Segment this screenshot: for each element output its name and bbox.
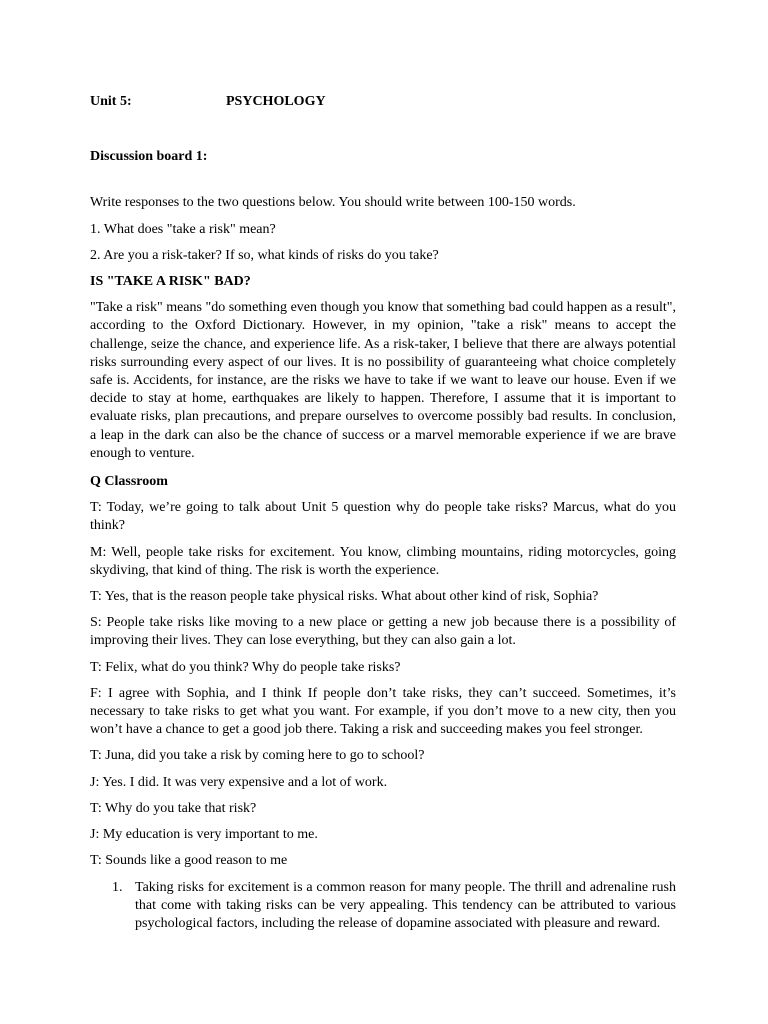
discussion-board-heading: Discussion board 1: (90, 149, 208, 165)
dialogue-line: T: Juna, did you take a risk by coming here to go to school? (90, 748, 425, 764)
dialogue-line: T: Why do you take that risk? (90, 800, 257, 816)
unit-title: PSYCHOLOGY (226, 94, 326, 109)
essay-title: IS "TAKE A RISK" BAD? (90, 274, 251, 290)
list-item-number: 1. (112, 879, 123, 895)
dialogue-line: M: Well, people take risks for excitement. You know, climbing mountains, riding motorcycles, going skydiving, that kind of thing. The risk is worth the experience. (90, 544, 676, 578)
dialogue-line: T: Yes, that is the reason people take physical risks. What about other kind of risk, Sophia? (90, 589, 599, 605)
dialogue-line: S: People take risks like moving to a new place or getting a new job because there is a possibility of improving their lives. They can lose everything, but they can also gain a lot. (90, 615, 676, 649)
dialogue-line: J: My education is very important to me. (90, 827, 318, 843)
unit-label: Unit 5: (90, 94, 132, 109)
numbered-list (90, 879, 676, 934)
question-1: 1. What does "take a risk" mean? (90, 221, 276, 237)
instructions-text: Write responses to the two questions below. You should write between 100-150 words. (90, 195, 576, 211)
unit-header (90, 93, 676, 111)
dialogue-line: T: Felix, what do you think? Why do people take risks? (90, 659, 401, 675)
dialogue-line: T: Today, we’re going to talk about Unit 5 question why do people take risks? Marcus, what do you think? (90, 500, 676, 534)
list-item (90, 879, 676, 934)
question-2: 2. Are you a risk-taker? If so, what kinds of risks do you take? (90, 247, 439, 263)
dialogue-line: T: Sounds like a good reason to me (90, 853, 288, 869)
dialogue-line: F: I agree with Sophia, and I think If people don’t take risks, they can’t succeed. Sometimes, it’s necessary to take risks to get what you want. For example, if you don’t move to a new city, then you won’t have a chance to get a good job there. Taking a risk and succeeding makes you feel stronger. (90, 685, 676, 738)
dialogue-line: J: Yes. I did. It was very expensive and a lot of work. (90, 774, 388, 790)
document-page (90, 93, 676, 933)
essay-body: "Take a risk" means "do something even though you know that something bad could happen as a result", according to the Oxford Dictionary. However, in my opinion, "take a risk" means to accept the challenge, seize the chance, and experience life. As a risk-taker, I believe that there are always potential risks surrounding every aspect of our lives. It is no possibility of guaranteeing what choice completely safe is. Accidents, for instance, are the risks we have to take if we want to leave our house. Even if we decide to stay at home, earthquakes are likely to happen. Therefore, I assume that it is important to evaluate risks, plan precautions, and prepare ourselves to overcome possibly bad results. In conclusion, a leap in the dark can also be the chance of success or a marvel memorable experience if we are brave enough to venture. (90, 300, 676, 461)
classroom-heading: Q Classroom (90, 474, 168, 490)
list-item-text: Taking risks for excitement is a common reason for many people. The thrill and adrenaline rush that come with taking risks can be very appealing. This tendency can be attributed to various psychological factors, including the release of dopamine associated with pleasure and reward. (135, 879, 676, 931)
